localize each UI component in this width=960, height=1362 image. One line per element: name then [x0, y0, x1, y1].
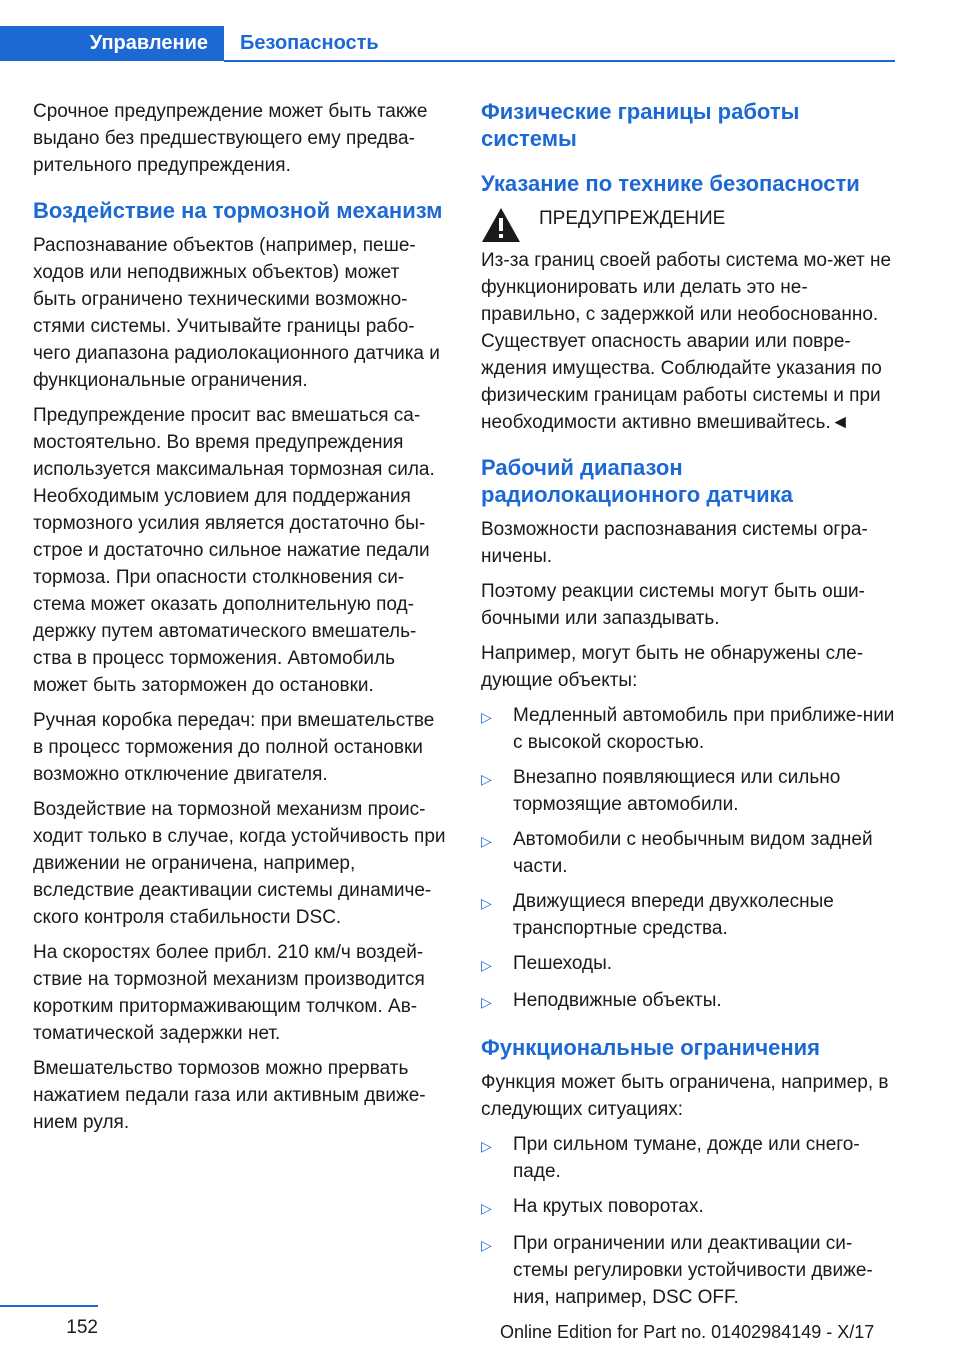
paragraph: Функция может быть ограничена, например, в следующих ситуациях:	[481, 1072, 889, 1120]
bullet-list-limit-situations	[481, 1131, 895, 1311]
list-item	[481, 826, 895, 880]
warning-body: Из-за границ своей работы система мо‐жет не функционировать или делать это не‐правильно, с задержкой или необоснованно. Существует опасность аварии или повре‐ждения имущества. Соблюдайте указания по физическим границам работы системы и при необходимости активно вмешивайтесь.◄	[481, 250, 892, 433]
paragraph: На скоростях более прибл. 210 км/ч воздей‐ствие на тормозной механизм производится коротким притормаживающим толчком. Ав‐томатической задержки нет.	[33, 942, 425, 1044]
bullet-triangle-icon: ▷	[481, 895, 492, 911]
section-tab-safety	[240, 26, 379, 61]
section-heading-radar-range: Рабочий диапазон радиолокационного датчика	[481, 455, 793, 507]
bullet-triangle-icon: ▷	[481, 1200, 492, 1216]
section-heading-safety-note: Указание по технике безопасности	[481, 171, 860, 196]
left-column	[33, 98, 447, 1144]
section-heading-physical-limits: Физические границы работы системы	[481, 99, 800, 151]
section-heading-functional-limits: Функциональные ограничения	[481, 1035, 820, 1060]
list-item-text: При сильном тумане, дожде или снего‐паде.	[513, 1134, 860, 1182]
list-item	[481, 950, 895, 979]
paragraph: Предупреждение просит вас вмешаться са‐мостоятельно. Во время предупреждения используется максимальная тормозная сила. Необходимым условием для поддержания тормозного усилия является достаточно бы‐строе и достаточно сильное нажатие педали тормоза. При опасности столкновения си‐стема может оказать дополнительную под‐держку путем автоматического вмешатель‐ства в процесс торможения. Автомобиль может быть заторможен до остановки.	[33, 405, 435, 696]
bullet-triangle-icon: ▷	[481, 994, 492, 1010]
list-item-text: Движущиеся впереди двухколесные транспортные средства.	[513, 891, 834, 939]
paragraph: Вмешательство тормозов можно прервать нажатием педали газа или активным движе‐нием руля.	[33, 1058, 426, 1133]
list-item	[481, 1131, 895, 1185]
bullet-triangle-icon: ▷	[481, 957, 492, 973]
bullet-triangle-icon: ▷	[481, 1237, 492, 1253]
footer-rule	[0, 1305, 98, 1307]
list-item-text: Неподвижные объекты.	[513, 990, 722, 1011]
page-header	[0, 0, 895, 62]
paragraph: Поэтому реакции системы могут быть оши‐бочными или запаздывать.	[481, 581, 865, 629]
list-item	[481, 1230, 895, 1311]
paragraph: Воздействие на тормозной механизм проис‐ходит только в случае, когда устойчивость при движении не ограничена, например, вследствие деактивации системы динамиче‐ского контроля стабильности DSC.	[33, 799, 446, 928]
paragraph: Ручная коробка передач: при вмешательстве в процесс торможения до полной остановки возможно отключение двигателя.	[33, 710, 435, 785]
list-item-text: Внезапно появляющиеся или сильно тормозящие автомобили.	[513, 767, 841, 815]
list-item-text: При ограничении или деактивации си‐стемы регулировки устойчивости движе‐ния, например, DSC OFF.	[513, 1233, 873, 1308]
bullet-triangle-icon: ▷	[481, 771, 492, 787]
right-column	[481, 98, 895, 1319]
list-item-text: Медленный автомобиль при приближе‐нии с высокой скоростью.	[513, 705, 895, 753]
section-tab-safety-label: Безопасность	[240, 32, 379, 54]
paragraph: Срочное предупреждение может быть также выдано без предшествующего ему предва‐рительного предупреждения.	[33, 101, 428, 176]
list-item	[481, 702, 895, 756]
list-item	[481, 764, 895, 818]
bullet-list-undetected-objects	[481, 702, 895, 1016]
header-rule	[224, 60, 895, 62]
section-tab-controls	[0, 26, 224, 61]
list-item	[481, 888, 895, 942]
list-item-text: Автомобили с необычным видом задней части.	[513, 829, 873, 877]
warning-block	[481, 205, 895, 243]
footer-edition: Online Edition for Part no. 01402984149 - X/17	[500, 1322, 875, 1342]
paragraph: Например, могут быть не обнаружены сле‐дующие объекты:	[481, 643, 864, 691]
list-item-text: На крутых поворотах.	[513, 1196, 704, 1217]
list-item	[481, 987, 895, 1016]
paragraph: Распознавание объектов (например, пеше‐ходов или неподвижных объектов) может быть ограничено техническими возможно‐стями системы. Учитывайте границы рабо‐чего диапазона радиолокационного датчика и функциональные ограничения.	[33, 235, 440, 391]
section-heading-brake-intervention: Воздействие на тормозной механизм	[33, 198, 443, 223]
list-item-text: Пешеходы.	[513, 953, 613, 974]
list-item	[481, 1193, 895, 1222]
bullet-triangle-icon: ▷	[481, 1138, 492, 1154]
paragraph: Возможности распознавания системы огра‐ничены.	[481, 519, 868, 567]
page-number: 152	[66, 1317, 98, 1338]
section-tab-controls-label: Управление	[89, 32, 208, 54]
warning-title: ПРЕДУПРЕЖДЕНИЕ	[539, 208, 726, 229]
bullet-triangle-icon: ▷	[481, 833, 492, 849]
bullet-triangle-icon: ▷	[481, 709, 492, 725]
warning-triangle-icon	[481, 207, 521, 243]
